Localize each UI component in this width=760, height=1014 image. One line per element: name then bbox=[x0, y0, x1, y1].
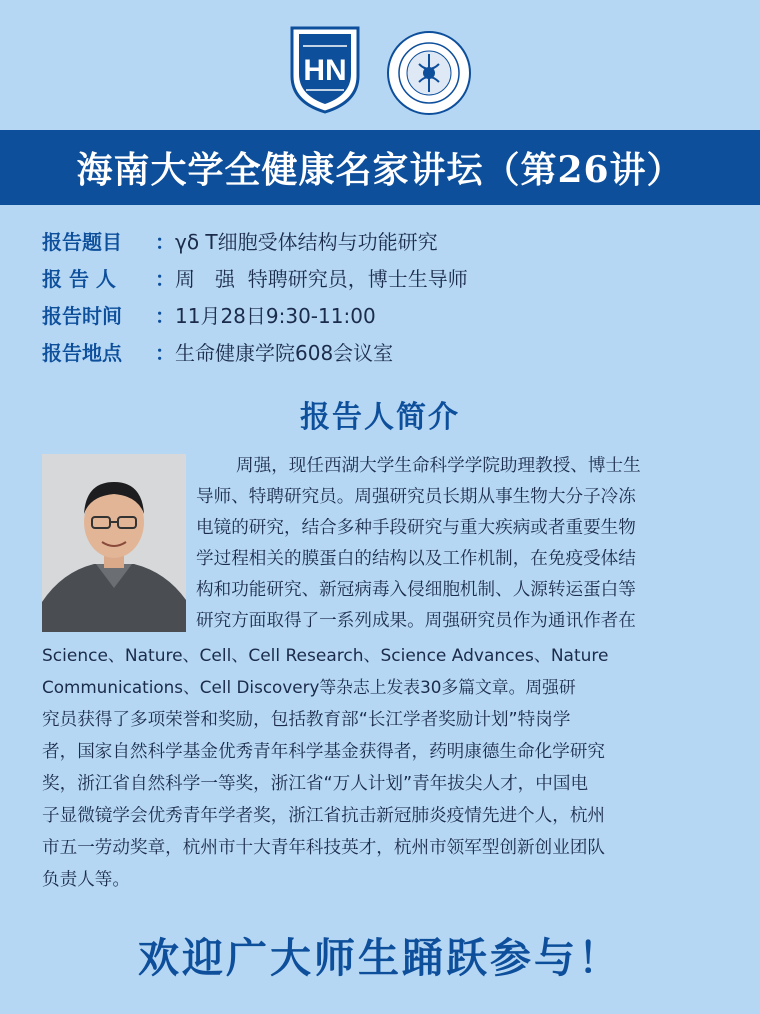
time-value: 11月28日9:30-11:00 bbox=[175, 304, 376, 328]
closing-message: 欢迎广大师生踊跃参与！ bbox=[138, 934, 622, 982]
speaker-label: 报 告 人 bbox=[42, 267, 116, 291]
bio-line: Science、Nature、Cell、Cell Research、Science Advances、Nature bbox=[42, 646, 609, 666]
time-colon: ： bbox=[155, 304, 175, 328]
bio-line: 市五一劳动奖章，杭州市十大青年科技英才，杭州市领军型创新创业团队 bbox=[42, 838, 606, 858]
bio-line: 研究方面取得了一系列成果。周强研究员作为通讯作者在 bbox=[196, 611, 636, 631]
info-row-topic bbox=[42, 222, 742, 259]
bio-line: Communications、Cell Discovery等杂志上发表30多篇文章。周强研 bbox=[42, 677, 576, 697]
bio-line: 学过程相关的膜蛋白的结构以及工作机制，在免疫受体结 bbox=[196, 549, 636, 569]
info-row-time bbox=[42, 296, 742, 333]
hn-logo-text: HN bbox=[303, 54, 347, 87]
hainan-university-logo bbox=[286, 24, 364, 114]
venue-colon: ： bbox=[155, 341, 175, 365]
topic-colon: ： bbox=[155, 230, 175, 254]
page-title: 海南大学全健康名家讲坛（第26讲） bbox=[76, 149, 684, 191]
bio-line: 负责人等。 bbox=[42, 870, 130, 890]
info-row-speaker bbox=[42, 259, 742, 296]
section-title: 报告人简介 bbox=[300, 400, 460, 435]
topic-label: 报告题目 bbox=[42, 230, 122, 254]
bio-line: 构和功能研究、新冠病毒入侵细胞机制、人源转运蛋白等 bbox=[196, 580, 636, 600]
topic-value: γδ T细胞受体结构与功能研究 bbox=[175, 230, 438, 254]
logo-bar bbox=[0, 22, 760, 118]
time-label: 报告时间 bbox=[42, 304, 122, 328]
bio-line: 子显微镜学会优秀青年学者奖，浙江省抗击新冠肺炎疫情先进个人，杭州 bbox=[42, 806, 606, 826]
institute-seal-logo bbox=[386, 30, 472, 116]
bio-line: 奖，浙江省自然科学一等奖，浙江省“万人计划”青年拔尖人才，中国电 bbox=[42, 774, 589, 794]
bio-line: 究员获得了多项荣誉和奖励，包括教育部“长江学者奖励计划”特岗学 bbox=[42, 710, 571, 730]
venue-value: 生命健康学院608会议室 bbox=[175, 341, 394, 365]
venue-label: 报告地点 bbox=[42, 341, 122, 365]
speaker-colon: ： bbox=[155, 267, 175, 291]
bio-line: 者，国家自然科学基金优秀青年科学基金获得者，药明康德生命化学研究 bbox=[42, 742, 606, 762]
bio-line: 周强，现任西湖大学生命科学学院助理教授、博士生 bbox=[236, 456, 641, 476]
title-banner bbox=[0, 130, 760, 205]
info-row-venue bbox=[42, 333, 742, 370]
speaker-photo bbox=[42, 454, 186, 632]
speaker-portrait-image bbox=[42, 454, 186, 632]
bio-line: 导师、特聘研究员。周强研究员长期从事生物大分子冷冻 bbox=[196, 487, 636, 507]
bio-line: 电镜的研究，结合多种手段研究与重大疾病或者重要生物 bbox=[196, 518, 636, 538]
speaker-value: 周 强 特聘研究员，博士生导师 bbox=[175, 267, 468, 291]
talk-info bbox=[42, 222, 742, 370]
